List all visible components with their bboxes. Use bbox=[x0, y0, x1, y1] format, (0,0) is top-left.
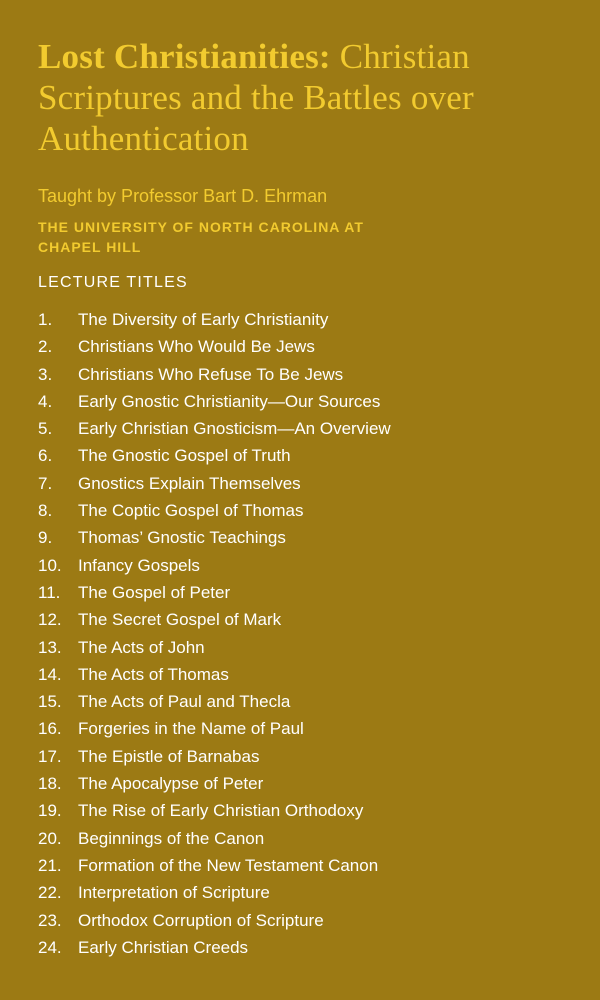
lecture-item bbox=[38, 306, 578, 333]
lecture-number: 17. bbox=[38, 746, 62, 766]
lecture-title: The Coptic Gospel of Thomas bbox=[78, 501, 304, 521]
lecture-title: Infancy Gospels bbox=[78, 555, 200, 575]
lecture-title: Formation of the New Testament Canon bbox=[78, 855, 379, 875]
lecture-item bbox=[38, 415, 578, 442]
lecture-title: The Gnostic Gospel of Truth bbox=[78, 446, 291, 466]
lecture-number: 2. bbox=[38, 337, 53, 357]
lecture-title: Early Christian Creeds bbox=[78, 937, 249, 957]
lecture-number: 19. bbox=[38, 801, 62, 821]
lecture-title: Interpretation of Scripture bbox=[78, 883, 270, 903]
lecture-item bbox=[38, 470, 578, 497]
lecture-list bbox=[38, 306, 578, 961]
lecture-item bbox=[38, 579, 578, 606]
professor-name: Taught by Professor Bart D. Ehrman bbox=[38, 186, 328, 206]
lecture-item bbox=[38, 361, 578, 388]
lecture-title: Christians Who Refuse To Be Jews bbox=[78, 364, 344, 384]
lecture-number: 21. bbox=[38, 855, 62, 875]
lecture-number: 3. bbox=[38, 364, 53, 384]
lecture-title: Christians Who Would Be Jews bbox=[78, 337, 315, 357]
lecture-title: The Rise of Early Christian Orthodoxy bbox=[78, 801, 364, 821]
lecture-item bbox=[38, 797, 578, 824]
course-card bbox=[38, 36, 578, 961]
lecture-item bbox=[38, 442, 578, 469]
lecture-number: 23. bbox=[38, 910, 62, 930]
lecture-title: The Acts of John bbox=[78, 637, 205, 657]
lecture-item bbox=[38, 388, 578, 415]
lecture-number: 8. bbox=[38, 501, 53, 521]
university-name: THE UNIVERSITY OF NORTH CAROLINA AT CHAPEL HILL bbox=[38, 219, 364, 255]
lecture-item bbox=[38, 634, 578, 661]
course-title-bold: Lost Christianities: bbox=[38, 37, 331, 76]
lecture-item bbox=[38, 934, 578, 961]
lecture-number: 10. bbox=[38, 555, 62, 575]
lecture-title: The Acts of Paul and Thecla bbox=[78, 692, 291, 712]
lecture-number: 13. bbox=[38, 637, 62, 657]
lecture-number: 11. bbox=[38, 582, 61, 602]
course-title-rest: Christian Scriptures and the Battles over Authentication bbox=[38, 37, 474, 158]
lecture-title: Early Christian Gnosticism—An Overview bbox=[78, 419, 391, 439]
lecture-item bbox=[38, 770, 578, 797]
lecture-item bbox=[38, 879, 578, 906]
lecture-title: Early Gnostic Christianity—Our Sources bbox=[78, 391, 381, 411]
lecture-number: 6. bbox=[38, 446, 53, 466]
lecture-item bbox=[38, 907, 578, 934]
lecture-number: 7. bbox=[38, 473, 53, 493]
lecture-item bbox=[38, 333, 578, 360]
lecture-number: 14. bbox=[38, 664, 62, 684]
lecture-title: The Epistle of Barnabas bbox=[78, 746, 260, 766]
lecture-title: Beginnings of the Canon bbox=[78, 828, 265, 848]
lecture-title: The Apocalypse of Peter bbox=[78, 774, 264, 794]
lecture-number: 1. bbox=[38, 310, 53, 329]
lecture-title: The Diversity of Early Christianity bbox=[78, 310, 329, 329]
lecture-title: Orthodox Corruption of Scripture bbox=[78, 910, 324, 930]
lecture-number: 9. bbox=[38, 528, 53, 548]
lecture-item bbox=[38, 688, 578, 715]
lecture-title: Gnostics Explain Themselves bbox=[78, 473, 301, 493]
lecture-number: 5. bbox=[38, 419, 53, 439]
lecture-title: The Gospel of Peter bbox=[78, 582, 231, 602]
lecture-item bbox=[38, 606, 578, 633]
lecture-item bbox=[38, 524, 578, 551]
lecture-item bbox=[38, 552, 578, 579]
lecture-number: 24. bbox=[38, 937, 62, 957]
lecture-number: 22. bbox=[38, 883, 62, 903]
lecture-number: 15. bbox=[38, 692, 62, 712]
lecture-title: The Secret Gospel of Mark bbox=[78, 610, 282, 630]
lecture-number: 16. bbox=[38, 719, 62, 739]
lecture-item bbox=[38, 743, 578, 770]
lecture-item bbox=[38, 497, 578, 524]
lecture-number: 12. bbox=[38, 610, 62, 630]
lecture-number: 4. bbox=[38, 391, 53, 411]
lecture-title: Forgeries in the Name of Paul bbox=[78, 719, 304, 739]
lecture-title: Thomas’ Gnostic Teachings bbox=[78, 528, 286, 548]
course-title bbox=[38, 36, 578, 159]
lecture-title: The Acts of Thomas bbox=[78, 664, 229, 684]
lecture-item bbox=[38, 661, 578, 688]
lecture-number: 18. bbox=[38, 774, 62, 794]
lecture-item bbox=[38, 825, 578, 852]
lecture-item bbox=[38, 852, 578, 879]
lecture-titles-heading: LECTURE TITLES bbox=[38, 274, 188, 291]
lecture-number: 20. bbox=[38, 828, 62, 848]
lecture-item bbox=[38, 715, 578, 742]
